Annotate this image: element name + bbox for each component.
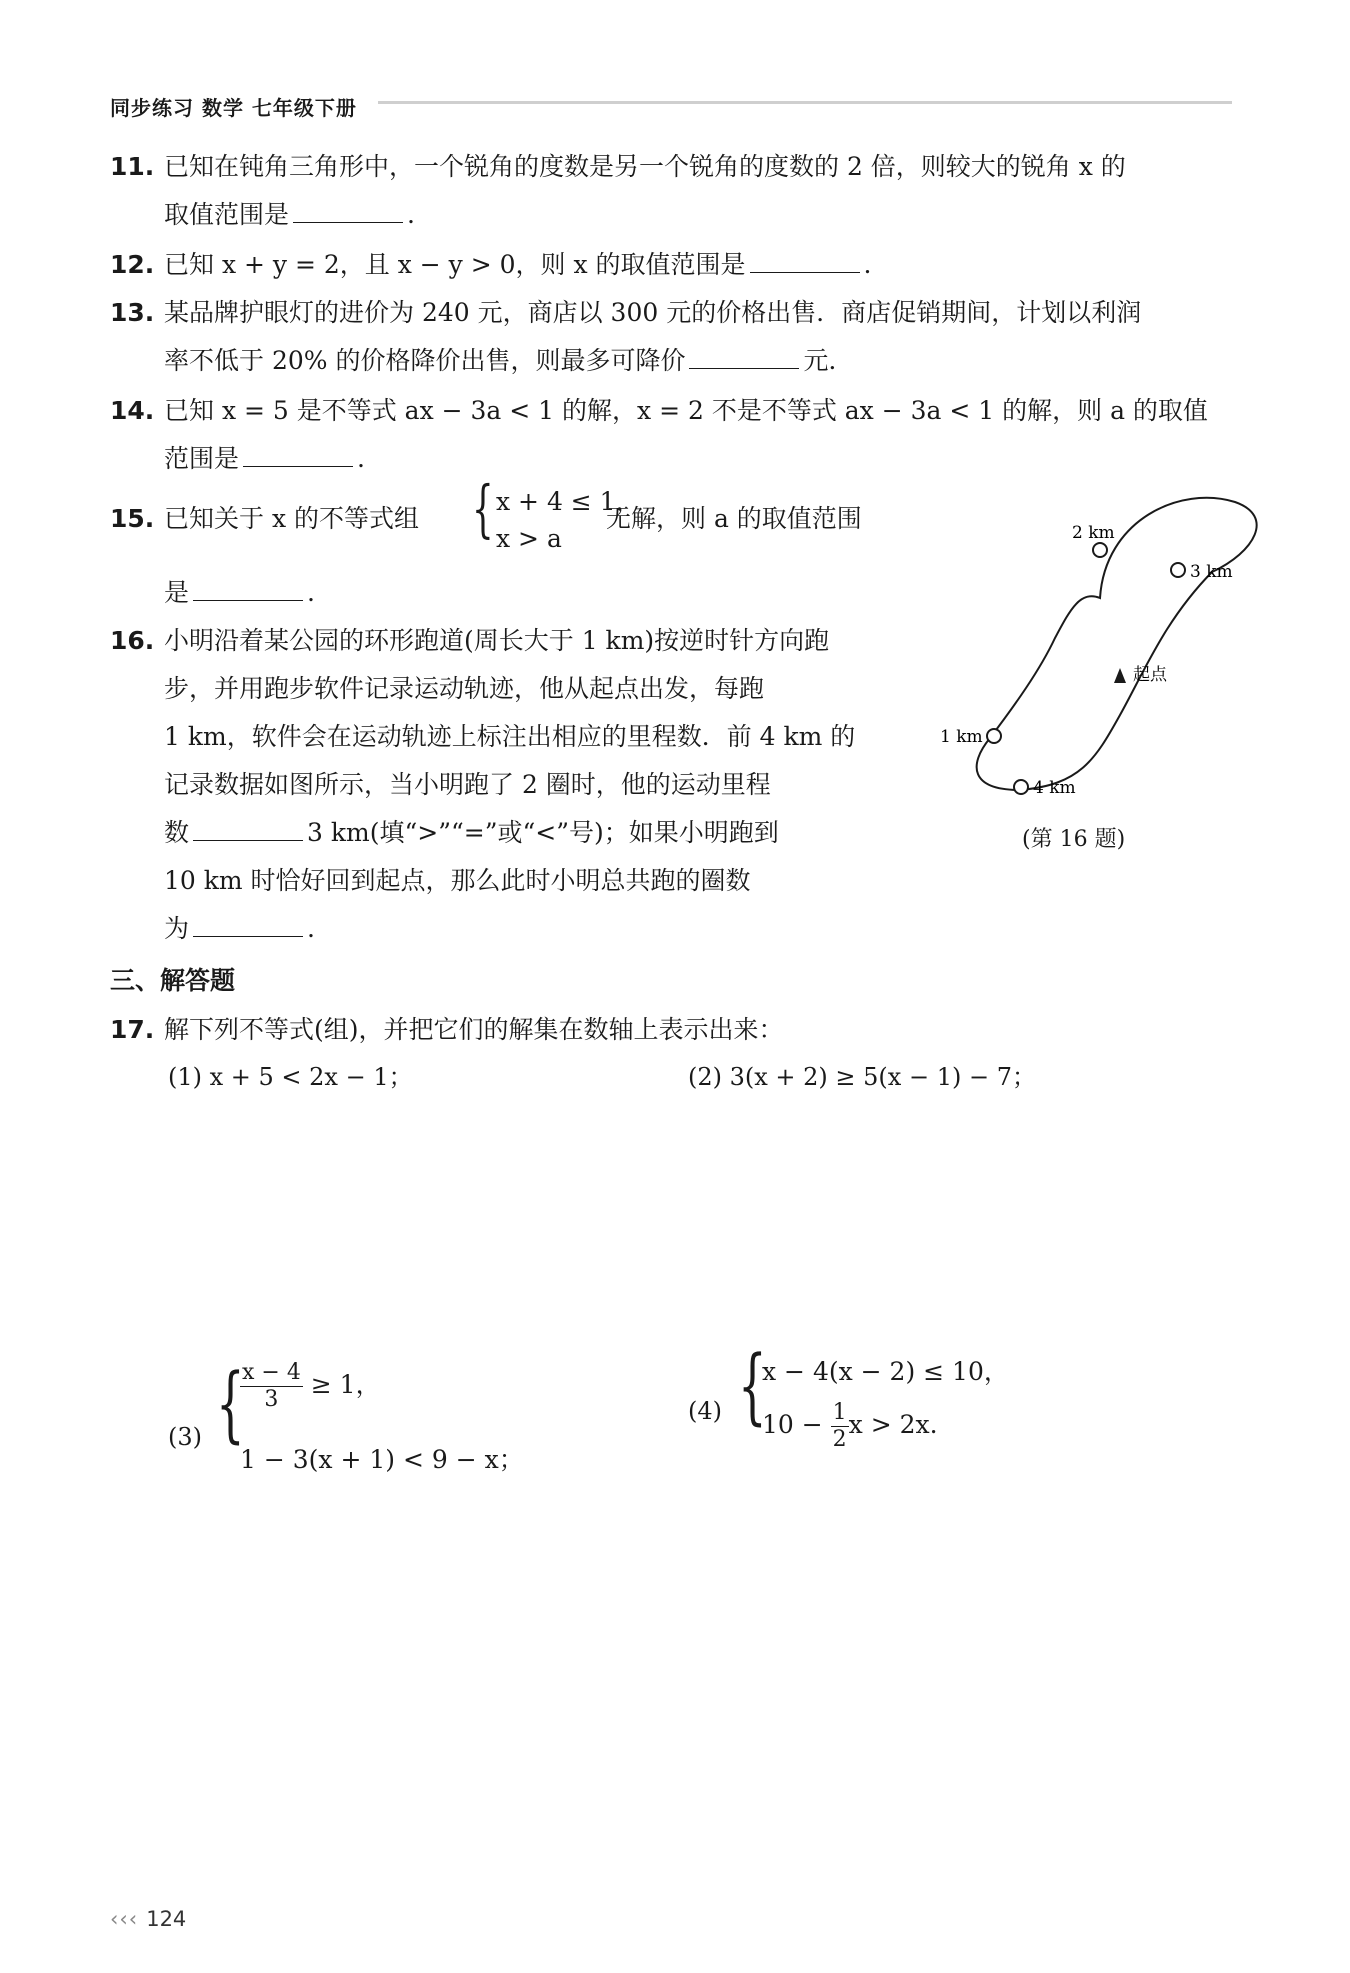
question-text: 率不低于 20% 的价格降价出售，则最多可降价 bbox=[164, 346, 686, 375]
expr-pre: 10 − bbox=[762, 1410, 823, 1439]
running-header: 同步练习 数学 七年级下册 bbox=[110, 96, 357, 120]
label-2km: 2 km bbox=[1072, 523, 1115, 543]
question-13 bbox=[110, 298, 1141, 328]
question-text: 已知关于 x 的不等式组 bbox=[164, 504, 419, 533]
inequality-system-3 bbox=[216, 1357, 524, 1480]
question-text: 已知 x + y = 2，且 x − y > 0，则 x 的取值范围是 bbox=[164, 250, 746, 279]
answer-blank[interactable] bbox=[193, 914, 303, 937]
question-text: 已知在钝角三角形中，一个锐角的度数是另一个锐角的度数的 2 倍，则较大的锐角 x 的 bbox=[164, 152, 1126, 181]
left-brace: { bbox=[738, 1339, 767, 1434]
question-15-cont bbox=[164, 578, 315, 608]
numerator: x − 4 bbox=[242, 1360, 301, 1385]
marker-1km bbox=[987, 729, 1001, 743]
subquestion-2: (2) 3(x + 2) ≥ 5(x − 1) − 7； bbox=[688, 1063, 1036, 1091]
question-text: 数 bbox=[164, 818, 190, 847]
marker-3km bbox=[1171, 563, 1185, 577]
question-11 bbox=[110, 152, 1126, 182]
running-track-figure bbox=[930, 480, 1260, 820]
question-text: . bbox=[307, 578, 315, 607]
system-line-1: x + 4 ≤ 1， bbox=[496, 487, 641, 516]
question-text: . bbox=[407, 200, 415, 229]
question-text: 某品牌护眼灯的进价为 240 元，商店以 300 元的价格出售．商店促销期间，计划以利润 bbox=[164, 298, 1142, 327]
system-line-1: x − 4(x − 2) ≤ 10， bbox=[762, 1357, 1009, 1386]
question-14-cont bbox=[164, 444, 365, 474]
page-number: 124 bbox=[146, 1907, 187, 1931]
denominator: 2 bbox=[832, 1427, 847, 1452]
question-15 bbox=[110, 504, 419, 534]
question-number: 16. bbox=[110, 626, 155, 655]
question-text: 元． bbox=[803, 346, 854, 375]
question-16-line7 bbox=[164, 914, 315, 944]
denominator: 3 bbox=[264, 1387, 279, 1412]
system-line-2: 1 − 3(x + 1) < 9 − x； bbox=[240, 1445, 524, 1474]
question-number: 15. bbox=[110, 504, 155, 533]
track-path bbox=[977, 498, 1257, 790]
question-17 bbox=[110, 1015, 784, 1045]
system-line-1 bbox=[240, 1360, 381, 1413]
question-16 bbox=[110, 626, 829, 656]
label-1km: 1 km bbox=[940, 727, 983, 747]
answer-blank[interactable] bbox=[243, 444, 353, 467]
inequality-system-15 bbox=[472, 472, 641, 560]
start-arrow-icon bbox=[1114, 668, 1126, 683]
marker-4km bbox=[1014, 780, 1028, 794]
relation: ≥ 1， bbox=[310, 1370, 381, 1399]
page-footer bbox=[110, 1907, 186, 1931]
question-text: . bbox=[863, 250, 872, 279]
question-number: 13. bbox=[110, 298, 155, 327]
question-text: 范围是 bbox=[164, 444, 240, 473]
header-rule bbox=[378, 101, 1232, 104]
question-number: 11. bbox=[110, 152, 155, 181]
chevrons-left-icon: ‹‹‹ bbox=[110, 1907, 139, 1931]
question-text: 是 bbox=[164, 578, 190, 607]
question-number: 14. bbox=[110, 396, 155, 425]
question-16-line4: 记录数据如图所示，当小明跑了 2 圈时，他的运动里程 bbox=[164, 770, 771, 799]
question-16-line6: 10 km 时恰好回到起点，那么此时小明总共跑的圈数 bbox=[164, 866, 751, 895]
inequality-system-4 bbox=[738, 1339, 1018, 1466]
answer-blank[interactable] bbox=[689, 346, 799, 369]
question-number: 12. bbox=[110, 250, 155, 279]
question-16-line2: 步，并用跑步软件记录运动轨迹，他从起点出发，每跑 bbox=[164, 674, 765, 703]
left-brace: { bbox=[472, 472, 494, 545]
question-11-cont bbox=[164, 200, 415, 230]
question-text: 3 km(填“>”“=”或“<”号)；如果小明跑到 bbox=[307, 818, 779, 847]
label-start: 起点 bbox=[1133, 665, 1167, 685]
answer-blank[interactable] bbox=[193, 578, 303, 601]
fraction bbox=[831, 1400, 849, 1453]
question-16-line5 bbox=[164, 818, 779, 848]
label-4km: 4 km bbox=[1033, 778, 1076, 798]
question-text: 小明沿着某公园的环形跑道(周长大于 1 km)按逆时针方向跑 bbox=[164, 626, 830, 655]
fraction bbox=[240, 1360, 303, 1413]
answer-blank[interactable] bbox=[193, 818, 303, 841]
question-14 bbox=[110, 396, 1208, 426]
left-brace: { bbox=[216, 1357, 245, 1452]
section-title: 三、解答题 bbox=[110, 966, 236, 995]
numerator: 1 bbox=[832, 1400, 847, 1425]
marker-2km bbox=[1093, 543, 1107, 557]
question-text: 解下列不等式(组)，并把它们的解集在数轴上表示出来： bbox=[164, 1015, 784, 1044]
question-number: 17. bbox=[110, 1015, 155, 1044]
question-text: 已知 x = 5 是不等式 ax − 3a < 1 的解，x = 2 不是不等式 ax − 3a < 1 的解，则 a 的取值 bbox=[164, 396, 1208, 425]
question-13-cont bbox=[164, 346, 853, 376]
subquestion-1: (1) x + 5 < 2x − 1； bbox=[168, 1063, 413, 1091]
question-text: . bbox=[307, 914, 315, 943]
question-15-post: 无解，则 a 的取值范围 bbox=[606, 504, 862, 533]
question-text: 取值范围是 bbox=[164, 200, 290, 229]
expr-post: x > 2x. bbox=[848, 1410, 938, 1439]
figure-caption: (第 16 题) bbox=[1022, 827, 1126, 852]
question-12 bbox=[110, 250, 871, 280]
system-line-2 bbox=[762, 1400, 938, 1453]
subquestion-3-label: (3) bbox=[168, 1423, 202, 1451]
system-line-2: x > a bbox=[496, 524, 562, 553]
subquestion-4-label: (4) bbox=[688, 1397, 722, 1425]
answer-blank[interactable] bbox=[293, 200, 403, 223]
question-16-line3: 1 km，软件会在运动轨迹上标注出相应的里程数．前 4 km 的 bbox=[164, 722, 856, 751]
question-text: 为 bbox=[164, 914, 190, 943]
question-text: . bbox=[357, 444, 365, 473]
answer-blank[interactable] bbox=[750, 250, 860, 273]
label-3km: 3 km bbox=[1190, 562, 1233, 582]
